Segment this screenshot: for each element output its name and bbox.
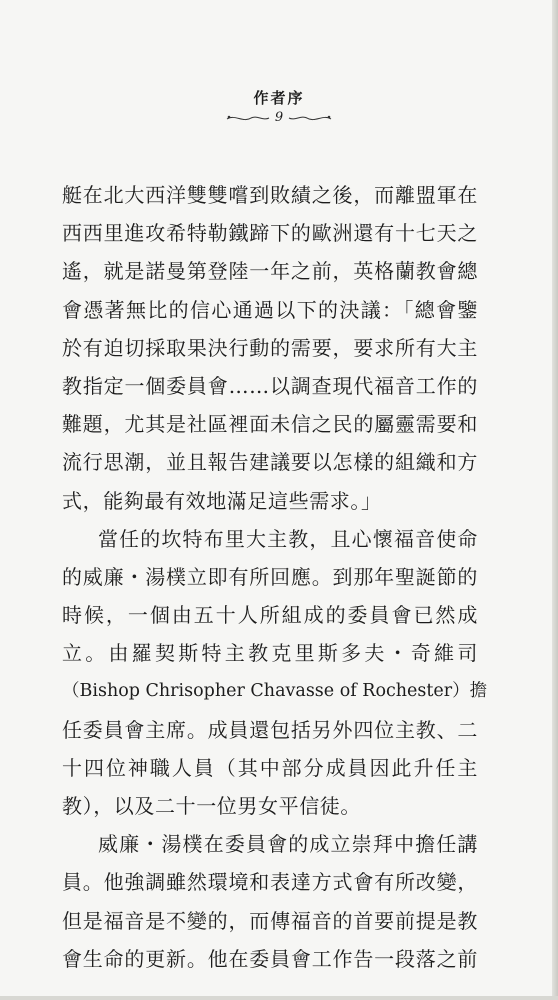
page-number: 9 — [274, 110, 284, 125]
text-line: 於有迫切採取果決行動的需要，要求所有大主 — [62, 335, 478, 360]
text-line: 但是福音是不變的，而傳福音的首要前提是教 — [62, 908, 478, 933]
text-line: 教指定一個委員會……以調查現代福音工作的 — [62, 373, 478, 398]
page-bottom-edge — [0, 996, 558, 1000]
text-line: 會生命的更新。他在委員會工作告一段落之前 — [62, 946, 478, 971]
page-header — [0, 88, 558, 126]
text-line: 任委員會主席。成員還包括另外四位主教、二 — [62, 717, 478, 742]
left-flourish-icon — [225, 112, 271, 124]
text-line: 十四位神職人員（其中部分成員因此升任主 — [62, 755, 478, 780]
body-text — [62, 176, 488, 978]
text-line: 會憑著無比的信心通過以下的決議：「總會鑒 — [62, 297, 478, 322]
text-line: 難題，尤其是社區裡面未信之民的屬靈需要和 — [62, 412, 478, 437]
text-line: 遙，就是諾曼第登陸一年之前，英格蘭教會總 — [62, 259, 478, 284]
right-flourish-icon — [287, 112, 333, 124]
running-title: 作者序 — [253, 89, 305, 107]
text-line: 時候，一個由五十人所組成的委員會已然成 — [62, 603, 478, 628]
text-line: 當任的坎特布里大主教，且心懷福音使命 — [98, 526, 478, 551]
text-line: （Bishop Chrisopher Chavasse of Rochester）擔 — [62, 681, 488, 702]
text-line: 員。他強調雖然環境和表達方式會有所改變， — [62, 870, 478, 895]
text-line: 教），以及二十一位男女平信徒。 — [62, 794, 361, 818]
text-line: 威廉・湯樸在委員會的成立崇拜中擔任講 — [98, 832, 478, 857]
text-line: 流行思潮，並且報告建議要以怎樣的組織和方 — [62, 450, 478, 475]
text-line: 立。由羅契斯特主教克里斯多夫・奇維司 — [62, 641, 478, 666]
text-line: 式，能夠最有效地滿足這些需求。」 — [62, 488, 382, 513]
text-line: 艇在北大西洋雙雙嚐到敗績之後，而離盟軍在 — [62, 183, 478, 207]
text-line: 的威廉・湯樸立即有所回應。到那年聖誕節的 — [62, 564, 478, 589]
page-edge — [552, 0, 558, 1000]
text-line: 西西里進攻希特勒鐵蹄下的歐洲還有十七天之 — [62, 221, 478, 246]
page-number-ornament — [0, 110, 558, 126]
